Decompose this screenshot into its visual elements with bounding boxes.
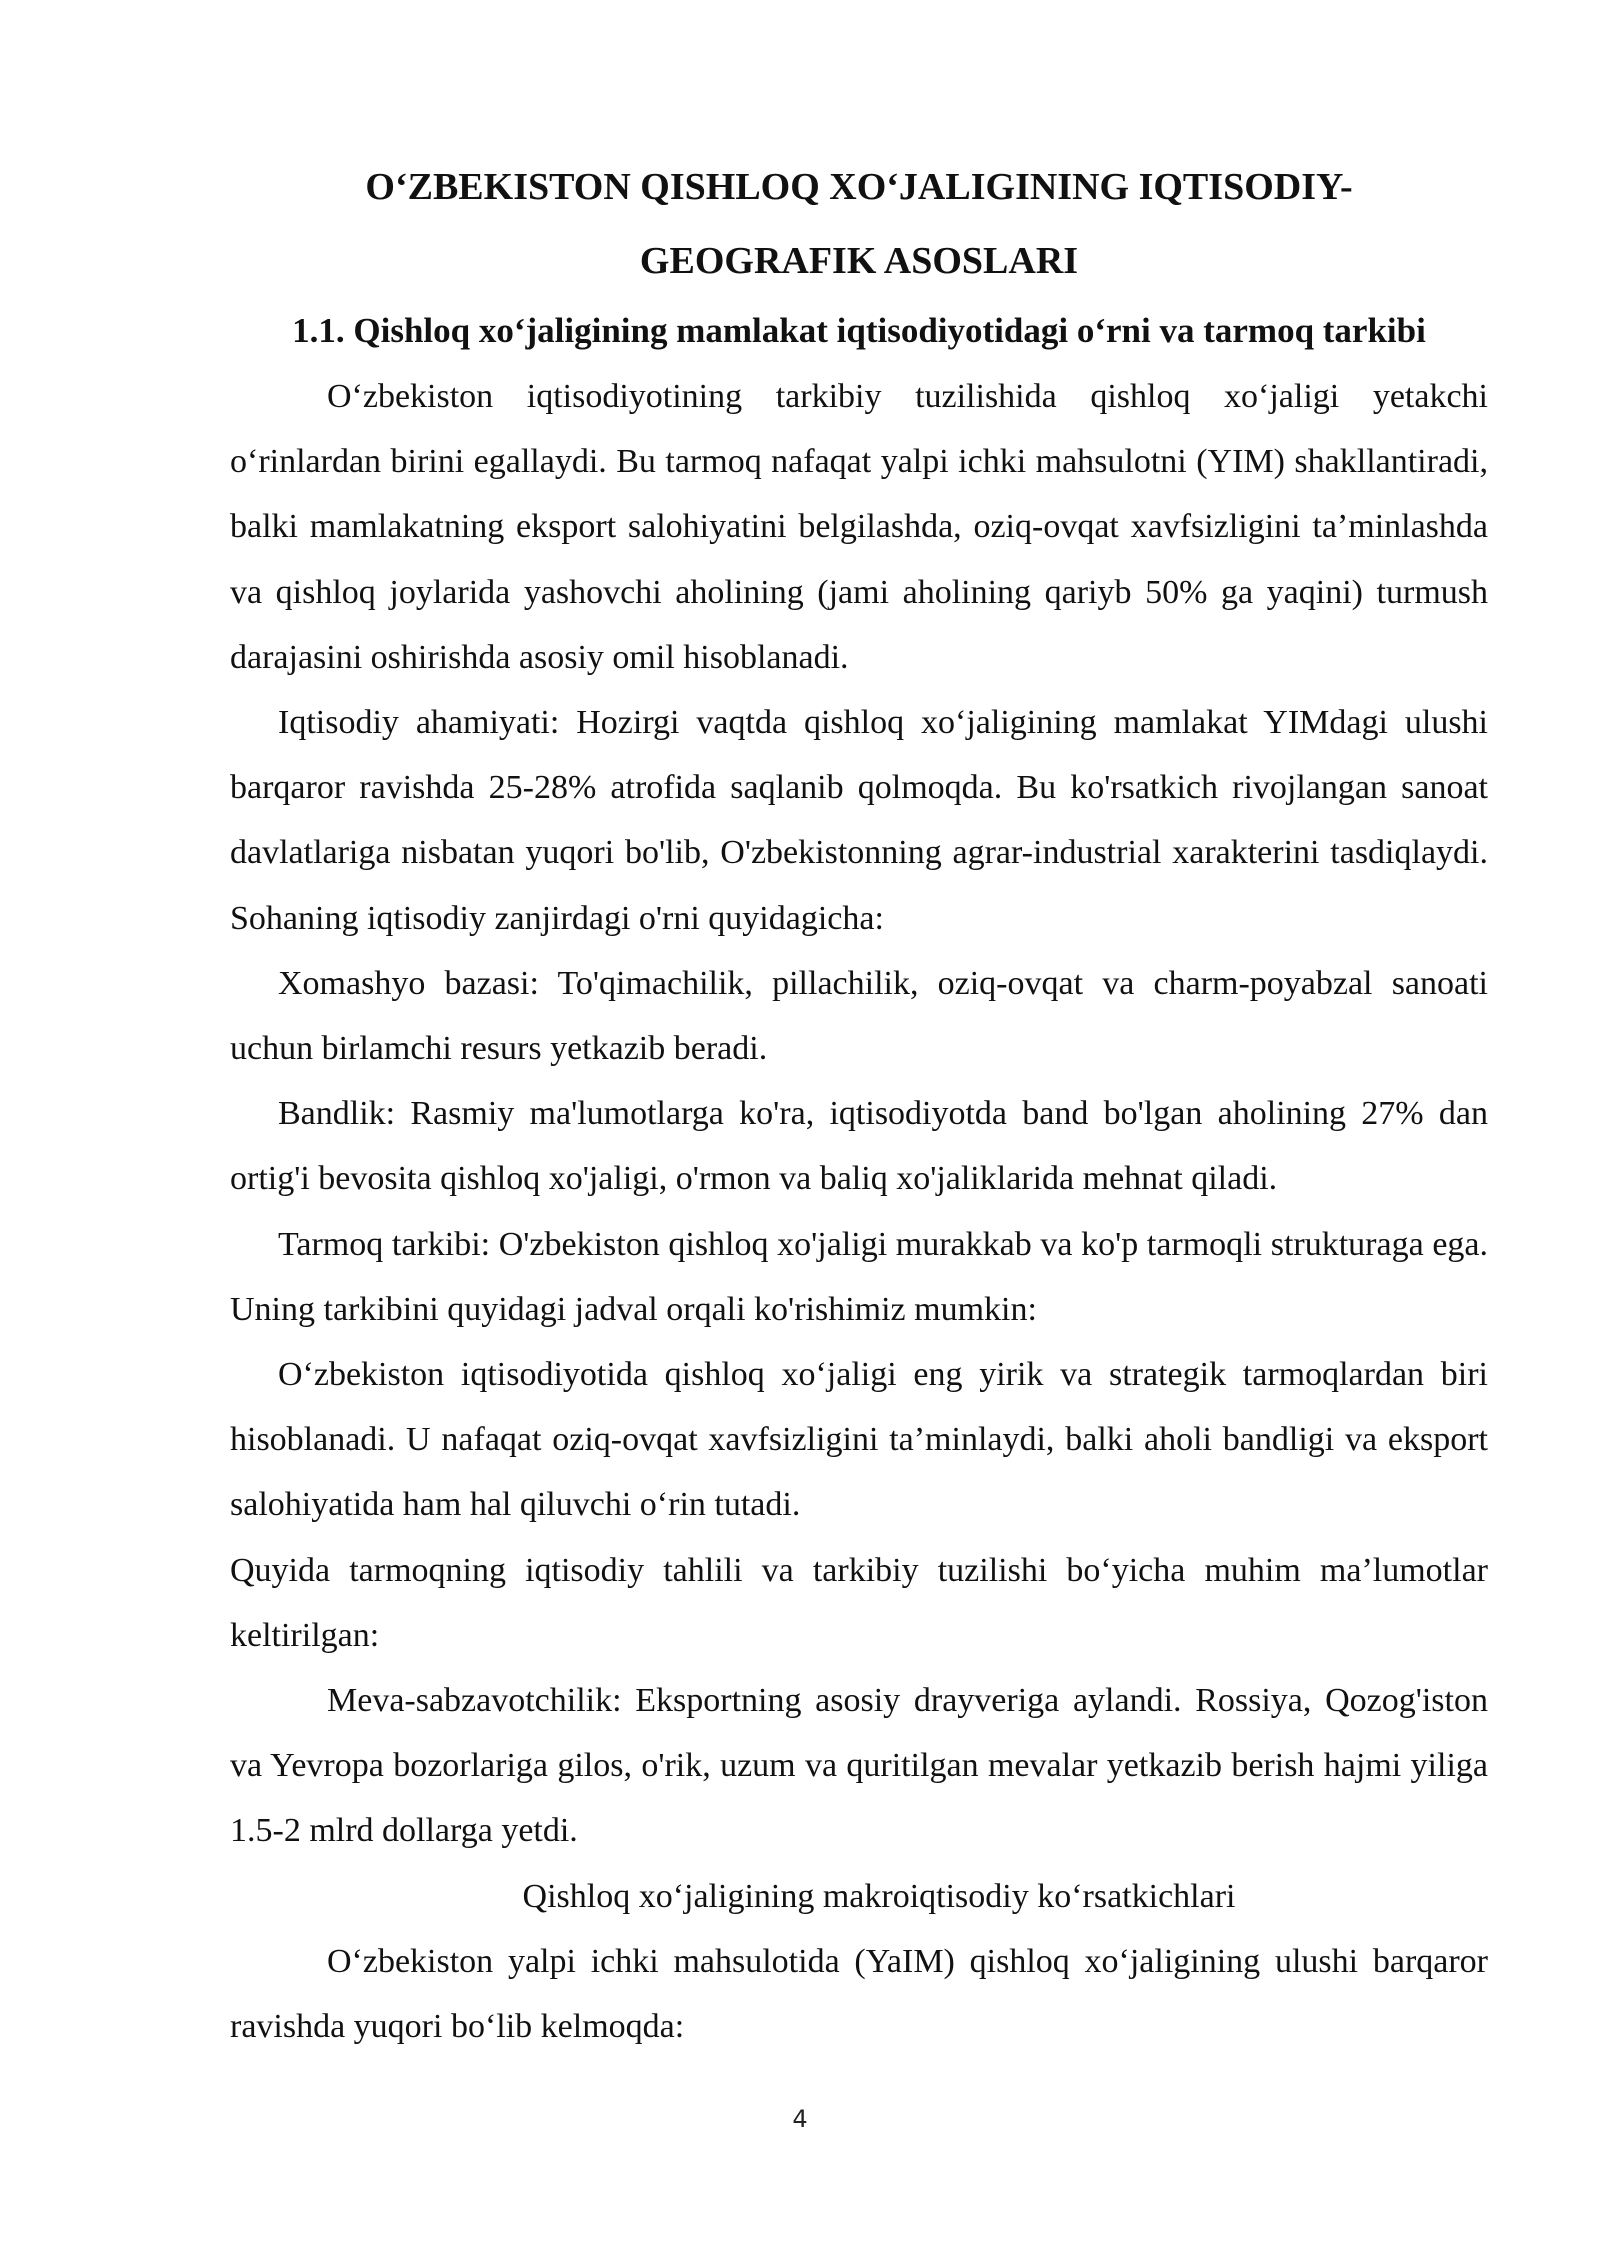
paragraph-sector-structure: Tarmoq tarkibi: O'zbekiston qishloq xo'jaligi murakkab va ko'p tarmoqli strukturaga ega. Uning tarkibini quyidagi jadval orqali ko'rishimiz mumkin: (230, 1225, 1488, 1328)
paragraph-employment: Bandlik: Rasmiy ma'lumotlarga ko'ra, iqtisodiyotda band bo'lgan aholining 27% dan ortig'i bevosita qishloq xo'jaligi, o'rmon va baliq xo'jaliklarida mehnat qiladi. (230, 1095, 1488, 1198)
paragraph-horticulture: Meva-sabzavotchilik: Eksportning asosiy drayveriga aylandi. Rossiya, Qozog'iston va Yevropa bozorlariga gilos, o'rik, uzum va quritilgan mevalar yetkazib berish hajmi yiliga 1.5-2 mlrd dollarga yetdi. (230, 1682, 1488, 1850)
title-line-2: GEOGRAFIK ASOSLARI (639, 240, 1079, 282)
section-heading: 1.1. Qishloq xo‘jaligining mamlakat iqtisodiyotidagi o‘rni va tarmoq tarkibi (292, 311, 1426, 350)
paragraph-raw-materials: Xomashyo bazasi: To'qimachilik, pillachilik, oziq-ovqat va charm-poyabzal sanoati uchun birlamchi resurs yetkazib beradi. (230, 964, 1488, 1068)
document-title (230, 150, 1488, 298)
paragraph-economic-importance: Iqtisodiy ahamiyati: Hozirgi vaqtda qishloq xo‘jaligining mamlakat YIMdagi ulushi barqaror ravishda 25-28% atrofida saqlanib qolmoqda. Bu ko'rsatkich rivojlangan sanoat davlatlariga nisbatan yuqori bo'lib, O'zbekistonning agrar-industrial xarakterini tasdiqlaydi. Sohaning iqtisodiy zanjirdagi o'rni quyidagicha: (230, 704, 1488, 937)
document-page (230, 150, 1488, 2059)
title-line-1: O‘ZBEKISTON QISHLOQ XO‘JALIGINING IQTISODIY- (365, 166, 1353, 208)
page-number: 4 (792, 2105, 808, 2133)
paragraph-strategic-sector: O‘zbekiston iqtisodiyotida qishloq xo‘jaligi eng yirik va strategik tarmoqlardan biri hisoblanadi. U nafaqat oziq-ovqat xavfsizligini ta’minlaydi, balki aholi bandligi va eksport salohiyatida ham hal qiluvchi o‘rin tutadi. (230, 1356, 1488, 1524)
paragraph-gdp-share: O‘zbekiston yalpi ichki mahsulotida (YaIM) qishloq xo‘jaligining ulushi barqaror ravishda yuqori bo‘lib kelmoqda: (230, 1942, 1488, 2046)
subsection-caption: Qishloq xo‘jaligining makroiqtisodiy ko‘rsatkichlari (522, 1877, 1236, 1915)
paragraph-intro: O‘zbekiston iqtisodiyotining tarkibiy tuzilishida qishloq xo‘jaligi yetakchi o‘rinlardan birini egallaydi. Bu tarmoq nafaqat yalpi ichki mahsulotni (YIM) shakllantiradi, balki mamlakatning eksport salohiyatini belgilashda, oziq-ovqat xavfsizligini ta’minlashda va qishloq joylarida yashovchi aholining (jami aholining qariyb 50% ga yaqini) turmush darajasini oshirishda asosiy omil hisoblanadi. (230, 378, 1488, 676)
paragraph-analysis-intro: Quyida tarmoqning iqtisodiy tahlili va tarkibiy tuzilishi bo‘yicha muhim ma’lumotlar keltirilgan: (230, 1551, 1488, 1654)
